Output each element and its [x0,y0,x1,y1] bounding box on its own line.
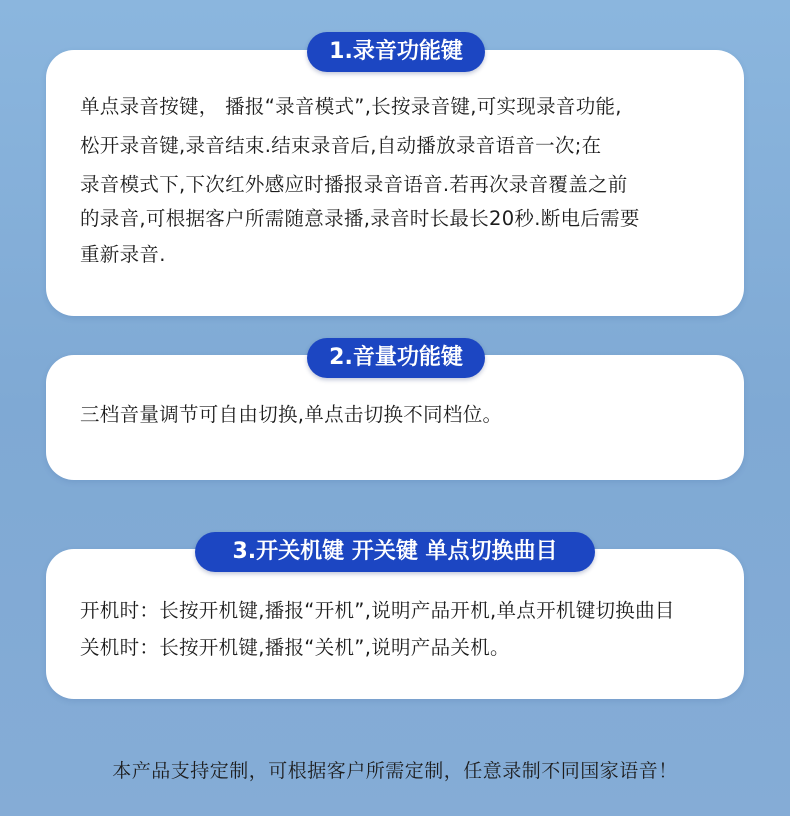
card-recording-function [46,50,744,316]
section-title-recording: 1.录音功能键 [307,32,485,72]
recording-text-line: 录音模式下,下次红外感应时播报录音语音.若再次录音覆盖之前 [80,173,628,196]
power-text-line: 开机时：长按开机键,播报“开机”,说明产品开机,单点开机键切换曲目 [80,599,675,622]
recording-text-line: 单点录音按键， 播报“录音模式”,长按录音键,可实现录音功能, [80,95,622,118]
recording-text-line: 重新录音. [80,243,166,266]
customization-note: 本产品支持定制，可根据客户所需定制，任意录制不同国家语音！ [112,760,678,782]
recording-text-line: 松开录音键,录音结束.结束录音后,自动播放录音语音一次;在 [80,134,602,157]
volume-text-line: 三档音量调节可自由切换,单点击切换不同档位。 [80,403,503,426]
power-text-line: 关机时：长按开机键,播报“关机”,说明产品关机。 [80,636,510,659]
section-title-volume: 2.音量功能键 [307,338,485,378]
recording-text-line: 的录音,可根据客户所需随意录播,录音时长最长20秒.断电后需要 [80,207,640,230]
section-title-power: 3.开关机键 开关键 单点切换曲目 [195,532,595,572]
